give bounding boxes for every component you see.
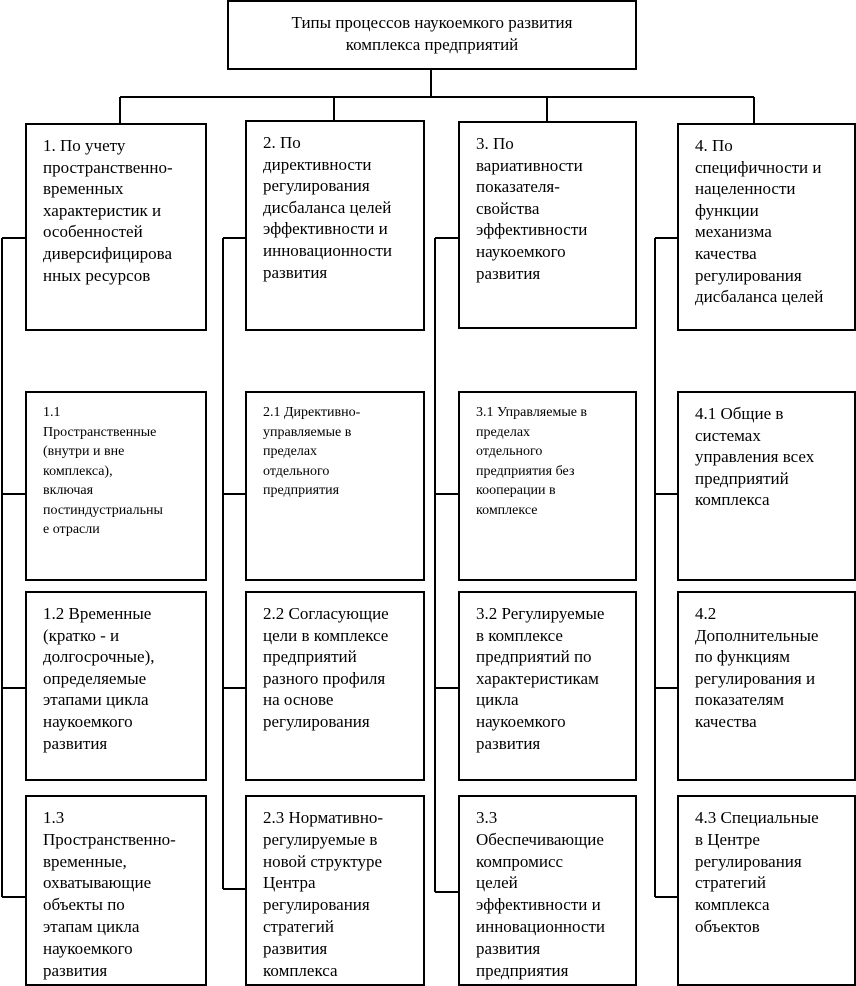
item-3-2: 3.2 Регулируемые в комплексе предприятий по характеристикам цикла наукоемкого развития [458, 591, 637, 781]
column-1-header: 1. По учету пространственно- временных характеристик и особенностей диверсифицирова нных ресурсов [25, 123, 207, 331]
item-1-2: 1.2 Временные (кратко - и долгосрочные), определяемые этапами цикла наукоемкого развития [25, 591, 207, 781]
column-3-header: 3. По вариативности показателя- свойства эффективности наукоемкого развития [458, 121, 637, 329]
item-3-1: 3.1 Управляемые в пределах отдельного предприятия без кооперации в комплексе [458, 391, 637, 581]
item-4-2: 4.2 Дополнительные по функциям регулирования и показателям качества [677, 591, 856, 781]
item-1-3: 1.3 Пространственно- временные, охватывающие объекты по этапам цикла наукоемкого развития [25, 795, 207, 986]
column-4-header: 4. По специфичности и нацеленности функции механизма качества регулирования дисбаланса целей [677, 123, 856, 331]
item-1-1: 1.1 Пространственные (внутри и вне комплекса), включая постиндустриальны е отрасли [25, 391, 207, 581]
item-4-1: 4.1 Общие в системах управления всех предприятий комплекса [677, 391, 856, 581]
item-2-2: 2.2 Согласующие цели в комплексе предприятий разного профиля на основе регулирования [245, 591, 425, 781]
item-2-1: 2.1 Директивно- управляемые в пределах отдельного предприятия [245, 391, 425, 581]
item-2-3: 2.3 Нормативно- регулируемые в новой структуре Центра регулирования стратегий развития комплекса [245, 795, 425, 986]
root-box: Типы процессов наукоемкого развития комплекса предприятий [227, 0, 637, 70]
item-4-3: 4.3 Специальные в Центре регулирования стратегий комплекса объектов [677, 795, 856, 986]
column-2-header: 2. По директивности регулирования дисбаланса целей эффективности и инновационности развития [245, 120, 425, 331]
item-3-3: 3.3 Обеспечивающие компромисс целей эффективности и инновационности развития предприятия [458, 795, 637, 986]
